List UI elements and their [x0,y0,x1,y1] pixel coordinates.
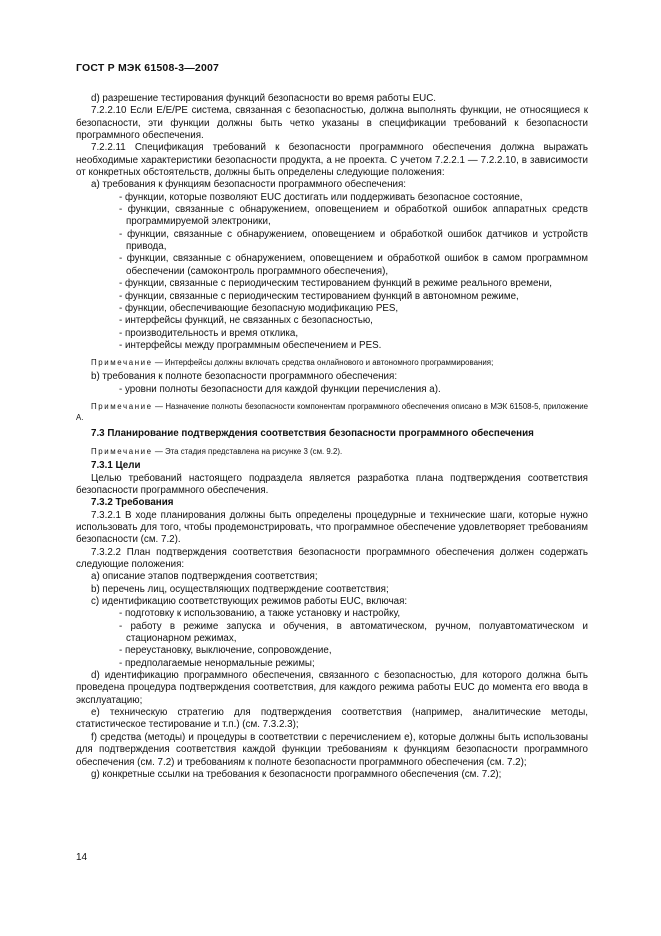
note-text: — Назначение полноты безопасности компонентам программного обеспечения описано в МЭК 61508-5, приложение А. [76,401,588,422]
paragraph: 7.2.2.10 Если E/E/PE система, связанная с безопасностью, должна выполнять функции, не относящиеся к безопасности, эти функции должны быть четко указаны в спецификации требований к безопасности программного обеспечения. [76,105,588,142]
list-item: - функции, связанные с периодическим тестированием функций в автономном режиме, [119,290,519,302]
paragraph: 7.3.2.1 В ходе планирования должны быть определены процедурные и технические шаги, которые нужно использовать для того, чтобы продемонстрировать, что программное обеспечение удовлетворяет требованиям безопасности (см. 7.2). [76,509,588,546]
list-item: - функции, связанные с периодическим тестированием функций в режиме реального времени, [119,278,553,290]
note-text: — Эта стадия представлена на рисунке 3 (см. 9.2). [152,447,343,457]
list-item: - функции, обеспечивающие безопасную модификацию PES, [119,302,399,314]
list-item: а) описание этапов подтверждения соответствия; [91,571,318,583]
list-item: - интерфейсы между программным обеспечением и PES. [119,339,382,351]
list-item: b) перечень лиц, осуществляющих подтверждение соответствия; [91,583,389,595]
list-item: d) идентификацию программного обеспечения, связанного с безопасностью, для которого должна быть проведена процедура подтверждения соответствия, для каждого режима работы EUC до момента его ввода в эксплуатацию; [76,670,588,706]
subsection-heading: 7.3.1 Цели [91,460,141,472]
list-item: - функции, которые позволяют EUC достигать или поддерживать безопасное состояние, [119,191,523,203]
note-label: Примечание [91,401,153,411]
subsection-heading: 7.3.2 Требования [91,497,174,509]
page-number: 14 [76,852,88,863]
note-label: Примечание [91,358,153,368]
standard-header: ГОСТ Р МЭК 61508-3—2007 [76,62,220,74]
paragraph: 7.3.2.2 План подтверждения соответствия безопасности программного обеспечения должен содержать следующие положения: [76,546,588,570]
list-item: - интерфейсы функций, не связанных с безопасностью, [119,315,373,327]
list-item: - функции, связанные с обнаружением, оповещением и обработкой ошибок аппаратных средств программируемой электроники, [119,204,588,228]
list-item: - функции, связанные с обнаружением, оповещением и обработкой ошибок датчиков и устройств привода, [119,228,588,253]
note [76,446,588,457]
list-item: e) техническую стратегию для подтверждения соответствия (например, аналитические методы, статистическое тестирование и т.п.) (см. 7.3.2.3); [76,707,588,731]
list-item: f) средства (методы) и процедуры в соответствии с перечислением е), которые должны быть использованы для подтверждения соответствия каждой функции требованиям к функциям безопасности программного обеспечения (см. 7.2) и требованиям к полноте безопасности программного обеспечения (см. 7.2); [76,731,588,768]
list-item: - функции, связанные с обнаружением, оповещением и обработкой ошибок в самом программном обеспечении (самоконтроль программного обеспечения), [119,253,588,277]
paragraph: 7.2.2.11 Спецификация требований к безопасности программного обеспечения должна выражать необходимые характеристики безопасности продукта, а не проекта. С учетом 7.2.2.1 — 7.2.2.10, в зависимости от конкретных обстоятельств, должны быть определены следующие положения: [76,142,588,179]
note-label: Примечание [91,447,153,457]
paragraph: Целью требований настоящего подраздела является разработка плана подтверждения соответствия безопасности программного обеспечения. [76,472,588,496]
note [76,357,588,368]
paragraph: d) разрешение тестирования функций безопасности во время работы EUC. [91,93,437,104]
list-item: - подготовку к использованию, а также установку и настройку, [119,608,401,620]
list-item: g) конкретные ссылки на требования к безопасности программного обеспечения (см. 7.2); [91,768,502,780]
list-item: - предполагаемые ненормальные режимы; [119,657,315,669]
list-item: а) требования к функциям безопасности программного обеспечения: [91,179,406,191]
note-text: — Интерфейсы должны включать средства онлайнового и автономного программирования; [152,358,494,368]
list-item: - уровни полноты безопасности для каждой функции перечисления а). [119,383,441,395]
note [76,401,588,423]
list-item: - переустановку, выключение, сопровождение, [119,645,332,657]
section-heading: 7.3 Планирование подтверждения соответствия безопасности программного обеспечения [91,427,534,439]
list-item: - работу в режиме запуска и обучения, в автоматическом, ручном, полуавтоматическом и стационарном режимах, [119,620,588,645]
list-item: - производительность и время отклика, [119,327,299,339]
document-body [76,93,588,781]
list-item: с) идентификацию соответствующих режимов работы EUC, включая: [91,596,408,608]
list-item: b) требования к полноте безопасности программного обеспечения: [91,371,398,383]
